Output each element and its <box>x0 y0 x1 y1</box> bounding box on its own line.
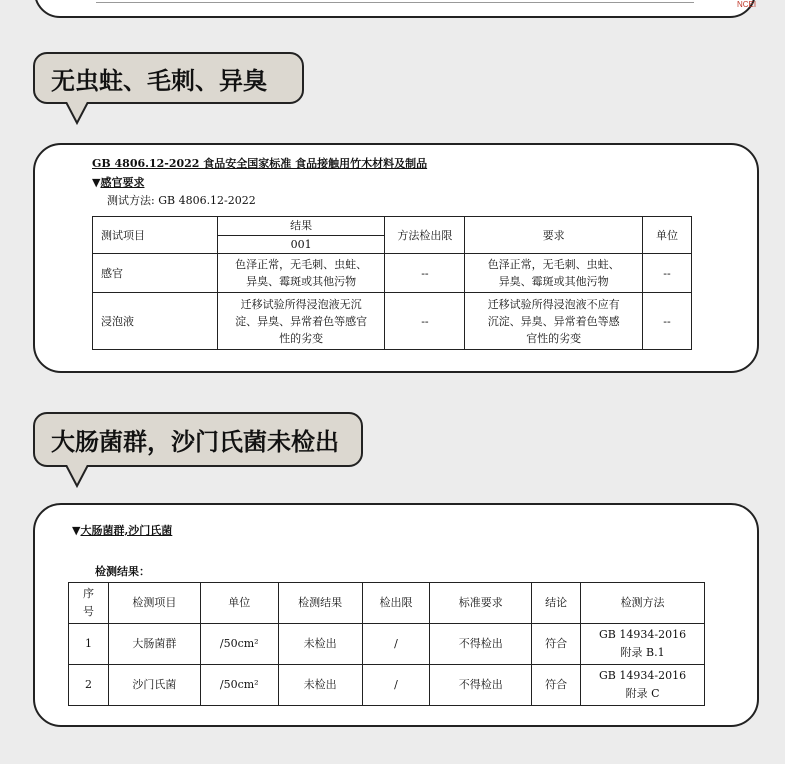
cell-item: 大肠菌群 <box>108 624 200 665</box>
cell-limit: / <box>362 665 430 706</box>
cell-item: 浸泡液 <box>93 293 218 350</box>
top-card-fragment <box>34 0 756 18</box>
table-row <box>69 624 705 665</box>
table-row <box>69 665 705 706</box>
cell-limit: / <box>362 624 430 665</box>
triangle-icon: ▼ <box>72 524 81 537</box>
cell-item: 感官 <box>93 254 218 293</box>
cell-seq: 2 <box>69 665 109 706</box>
section-heading <box>92 174 144 190</box>
cell-unit: -- <box>643 254 692 293</box>
cell-limit: -- <box>385 293 465 350</box>
cell-conclusion: 符合 <box>532 624 581 665</box>
header-limit: 方法检出限 <box>385 217 465 254</box>
header-result: 结果 <box>217 217 385 236</box>
section-title: 感官要求 <box>100 176 145 189</box>
header-requirement: 要求 <box>465 217 643 254</box>
cell-item: 沙门氏菌 <box>108 665 200 706</box>
header-seq: 序 号 <box>69 583 109 624</box>
table-row <box>93 293 692 350</box>
header-result: 检测结果 <box>278 583 362 624</box>
cell-requirement: 迁移试验所得浸泡液不应有 沉淀、异臭、异常着色等感 官性的劣变 <box>465 293 643 350</box>
callout-text: 大肠菌群，沙门氏菌未检出 <box>51 428 339 456</box>
bubble-tail-icon <box>64 465 90 489</box>
sensory-table <box>92 216 692 350</box>
cell-result: 未检出 <box>278 665 362 706</box>
test-method: 测试方法: GB 4806.12-2022 <box>107 194 256 207</box>
report-card-sensory <box>33 143 759 373</box>
cell-standard: 不得检出 <box>430 624 532 665</box>
callout-text: 无虫蛀、毛刺、异臭 <box>51 66 267 95</box>
header-conclusion: 结论 <box>532 583 581 624</box>
cell-method: GB 14934-2016 附录 B.1 <box>581 624 705 665</box>
cell-seq: 1 <box>69 624 109 665</box>
cell-method: GB 14934-2016 附录 C <box>581 665 705 706</box>
header-sample-id: 001 <box>217 235 385 254</box>
standard-title: GB 4806.12-2022 食品安全国家标准 食品接触用竹木材料及制品 <box>92 157 428 170</box>
table-row <box>93 254 692 293</box>
header-unit: 单位 <box>643 217 692 254</box>
microbe-table <box>68 582 705 706</box>
result-label: 检测结果： <box>95 565 150 578</box>
cell-unit: -- <box>643 293 692 350</box>
top-card-rule <box>96 2 694 3</box>
header-unit: 单位 <box>200 583 278 624</box>
cell-result: 未检出 <box>278 624 362 665</box>
cell-standard: 不得检出 <box>430 665 532 706</box>
triangle-icon: ▼ <box>92 176 101 189</box>
callout-bubble-microbes <box>33 412 363 467</box>
header-test-item: 测试项目 <box>93 217 218 254</box>
cell-requirement: 色泽正常，无毛刺、虫蛀、 异臭、霉斑或其他污物 <box>465 254 643 293</box>
report-card-microbes <box>33 503 759 727</box>
cell-conclusion: 符合 <box>532 665 581 706</box>
header-method: 检测方法 <box>581 583 705 624</box>
cell-unit: /50cm² <box>200 665 278 706</box>
cell-limit: -- <box>385 254 465 293</box>
table-header-row <box>69 583 705 624</box>
corner-mark: NCEI <box>737 0 757 9</box>
header-item: 检测项目 <box>108 583 200 624</box>
cell-result: 色泽正常，无毛刺、虫蛀、 异臭、霉斑或其他污物 <box>217 254 385 293</box>
section-title: 大肠菌群,沙门氏菌 <box>80 524 173 537</box>
callout-bubble-sensory <box>33 52 304 104</box>
section-heading <box>72 522 172 538</box>
cell-result: 迁移试验所得浸泡液无沉 淀、异臭、异常着色等感官 性的劣变 <box>217 293 385 350</box>
header-limit: 检出限 <box>362 583 430 624</box>
header-standard: 标准要求 <box>430 583 532 624</box>
cell-unit: /50cm² <box>200 624 278 665</box>
bubble-tail-icon <box>64 102 90 126</box>
